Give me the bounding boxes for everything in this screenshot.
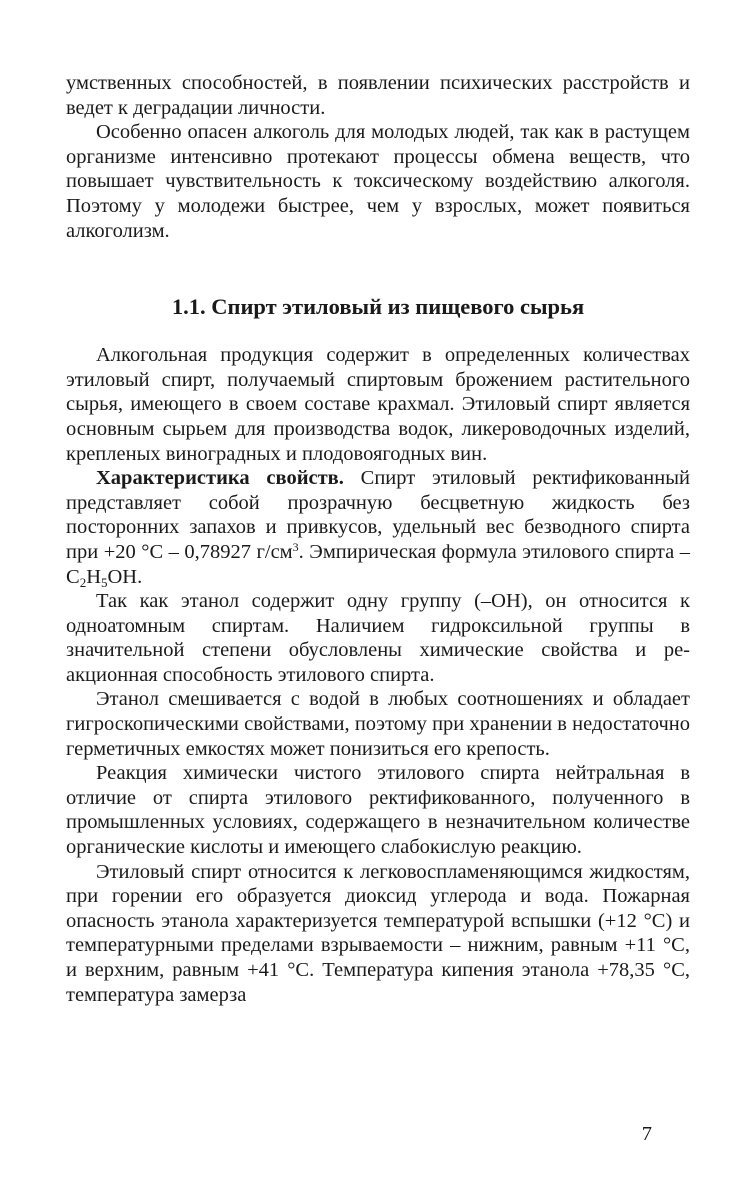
page-number: 7 xyxy=(641,1123,652,1145)
paragraph-miscibility: Этанол смешивается с водой в любых соотношениях и обладает гигроскопическими свойствами, поэтому при хранении в недостаточно герметичных емкостях может понизиться его крепость. xyxy=(66,688,690,760)
section-title: 1.1. Спирт этиловый из пищевого сырья xyxy=(171,294,585,320)
properties-lead: Характеристика свойств. xyxy=(96,467,344,490)
properties-text-d: ОН. xyxy=(107,565,143,588)
properties-text-a: Спирт этиловый ректификованный представляет собой прозрачную бесцветную жидкость без посторонних запахов и привкусов, удельный вес безводного спирта при +20 °С – 0,78927 г/см xyxy=(66,467,690,563)
paragraph-continued: умственных способностей, в появлении психических расстройств и ведет к деградации личности. xyxy=(66,72,690,119)
formula-sub-2: 5 xyxy=(101,574,108,590)
properties-sup: 3 xyxy=(292,539,299,554)
properties-text-c: Н xyxy=(86,565,101,588)
paragraph-flammability: Этиловый спирт относится к легковоспламеняющимся жидкостям, при горении его образуется диоксид углерода и вода. Пожарная опасность этанола характеризуется температурой вспышки (+12 °С) и температурными пределами взрываемости – нижним, равным +11 °С, и верхним, равным +41 °С. Температура кипения этанола +78,35 °С, температура замерза xyxy=(66,860,690,1006)
paragraph-alcohol-youth: Особенно опасен алкоголь для молодых людей, так как в растущем организме интенсивно протекают процессы обмена веществ, что повышает чувствительность к токсическому воздействию алкоголя. Поэтому у молодежи быстрее, чем у взрослых, может появиться алкоголизм. xyxy=(66,121,690,242)
paragraph-reaction: Реакция химически чистого этилового спирта нейтральная в отличие от спирта этилового ректификованного, полученного в промышленных условиях, содержащего в незначительном количестве органические кислоты и имеющего слабокислую реакцию. xyxy=(66,762,690,859)
formula-sub-1: 2 xyxy=(79,574,87,590)
page-body xyxy=(66,71,690,1007)
paragraph-properties xyxy=(66,466,690,589)
paragraph-monohydric: Так как этанол содержит одну группу (–ОН), он относится к одноатомным спиртам. Наличием гидроксильной группы в значительной степени обусловлены химические свойства и реакционная способность этилового спирта. xyxy=(66,590,690,686)
properties-text-b: . Эмпирическая формула этилового спирта – С xyxy=(66,540,690,588)
paragraph-alcohol-products: Алкогольная продукция содержит в определенных количествах этиловый спирт, получаемый спиртовым брожением растительного сырья, имеющего в своем составе крахмал. Этиловый спирт является основным сырьем для производства водок, ликероводочных изделий, крепленых виноградных и плодовоягодных вин. xyxy=(66,344,690,465)
